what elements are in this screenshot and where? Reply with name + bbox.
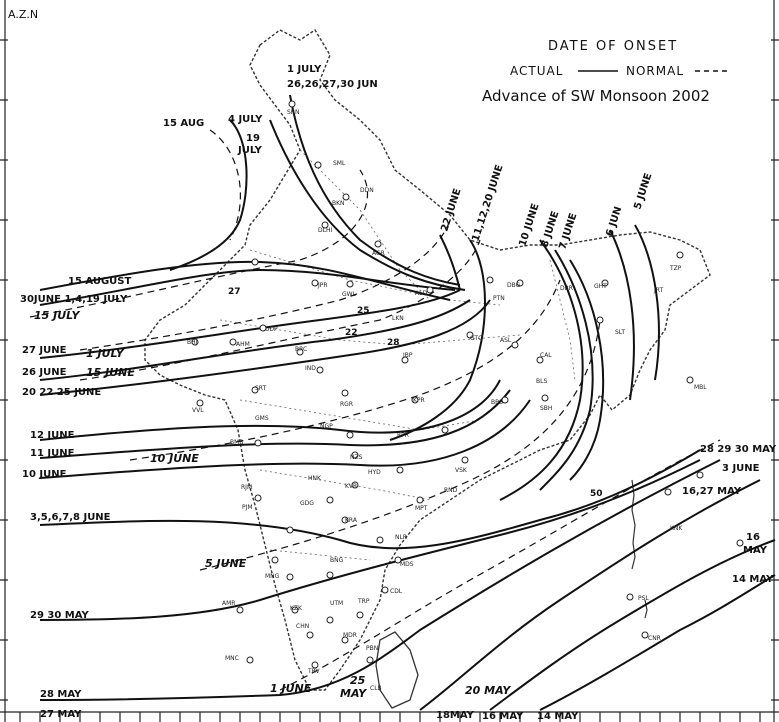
station-codes [187,109,707,692]
legend-normal-label: NORMAL [626,64,685,78]
onset-label: 50 [590,489,603,499]
station-code: CNR [648,635,661,642]
onset-label: MAY [743,545,767,556]
station-code: GDG [300,500,314,507]
station-code: JRT [654,287,664,294]
map-subtitle: Advance of SW Monsoon 2002 [482,87,710,105]
station-code: CLB [370,685,382,692]
station-code: PSL [638,595,649,602]
station-code: UDP [265,326,278,333]
station-code: KZK [290,605,302,612]
station-code: SRT [255,385,267,392]
station-code: MNC [225,655,239,662]
station-code: KNK [670,525,683,532]
onset-label: 15 JUNE [86,366,135,379]
station-code: BBS [491,399,503,406]
onset-label: 16 [746,532,760,543]
onset-label: 22 JUNE [439,187,464,233]
onset-label: 10 JUNE [22,469,67,480]
station-code: UTM [330,600,344,607]
station-code: NGP [320,423,333,430]
onset-label: 22 [345,328,358,338]
onset-label: 16,27 MAY [682,486,742,497]
onset-label: 15 AUG [163,118,205,129]
onset-label: 28 MAY [40,689,82,700]
legend [482,39,730,105]
station-code: PBN [366,645,379,652]
station-code: CAL [540,352,552,359]
onset-label: 5 JUNE [205,557,247,570]
station-code: KVR [345,483,358,490]
station-code: GHT [594,283,607,290]
station-code: DDN [360,187,374,194]
onset-label: 25 [350,674,366,687]
state-boundaries [220,150,575,560]
station-code: SRN [287,109,300,116]
onset-label: 28 [387,338,400,348]
corner-tag: A.Z.N [8,8,39,21]
station-code: HYD [368,469,381,476]
legend-heading: DATE OF ONSET [548,39,679,54]
station-code: SLT [615,329,625,336]
station-code: RND [444,487,458,494]
station-code: TRP [358,598,370,605]
legend-actual-label: ACTUAL [510,64,564,78]
onset-label: JULY [238,145,262,156]
onset-label: 29 30 MAY [30,610,89,621]
india-outline [145,30,710,690]
station-code: DBR [560,285,573,292]
onset-label: 20 22 25 JUNE [22,387,102,398]
onset-label: 1 JULY [287,64,322,75]
station-code: MDS [400,561,414,568]
onset-label: 16 MAY [482,711,524,722]
station-code: NZS [350,454,363,461]
station-code: SBH [540,405,553,412]
onset-label: 26 JUNE [22,367,67,378]
onset-labels [20,64,777,722]
onset-label: 1 JUNE [270,682,312,695]
station-code: BLS [536,378,548,385]
station-code: BHJ [187,339,198,346]
onset-label: 10 JUNE [150,452,199,465]
onset-label: MAY [340,687,367,700]
sri-lanka-outline [376,632,418,708]
onset-label: 18MAY [436,710,474,721]
onset-label: 20 MAY [465,684,511,697]
onset-label: 26,26,27,30 JUN [287,79,378,90]
station-code: MDR [343,632,357,639]
station-code: KRA [345,517,357,524]
station-code: NLR [395,534,407,541]
station-code: AGR [372,250,385,257]
station-code: DLHI [318,227,333,234]
onset-label: 19 [246,133,260,144]
station-code: SML [333,160,346,167]
onset-label: 27 MAY [40,709,82,720]
station-code: JBP [403,352,413,359]
station-code: CDL [390,588,403,595]
onset-label: 1 JULY [86,347,124,360]
station-code: ALD [415,290,428,297]
station-code: AHM [236,341,250,348]
station-code: ASL [500,337,512,344]
onset-label: 28 29 30 MAY [700,444,777,455]
station-code: DBG [507,282,521,289]
onset-label: 7 JUNE [557,211,580,251]
station-code: VSK [455,467,467,474]
onset-label: 15 AUGUST [68,276,132,287]
onset-label: 27 JUNE [22,345,67,356]
station-code: MBL [694,384,707,391]
onset-label: 8 JUNE [539,209,562,249]
station-code: BKN [332,200,345,207]
station-code: BRC [295,346,308,353]
station-code: AMR [222,600,236,607]
station-code: MNG [265,573,280,580]
onset-label: 25 [357,306,370,316]
actual-onset-lines [40,95,775,710]
onset-label: 14 MAY [537,711,579,722]
station-code: KPR [413,397,425,404]
onset-label: 11 JUNE [30,448,75,459]
onset-label: 6 JUN [604,205,625,238]
station-code: VVL [192,407,204,414]
station-code: TZP [670,265,682,272]
onset-label: 3 JUNE [722,463,760,474]
onset-label: 4 JULY [228,114,263,125]
onset-label: 14 MAY [732,574,774,585]
station-code: CHN [296,623,310,630]
onset-label: 10 JUNE [517,202,542,248]
station-code: LKN [392,315,404,322]
station-code: BNG [330,557,344,564]
onset-label: 15 JULY [34,309,80,322]
station-code: GTO [470,335,483,342]
station-code: IND [305,365,316,372]
onset-label: 11,12,20 JUNE [470,163,506,243]
station-code: MPT [415,505,428,512]
station-code: GWL [342,291,356,298]
station-code: PTN [493,295,505,302]
station-code: RPR [397,432,409,439]
station-code: JPR [318,282,328,289]
onset-label: 5 JUNE [632,171,655,211]
onset-label: 3,5,6,7,8 JUNE [30,512,111,523]
station-code: GMS [255,415,269,422]
station-code: PJM [242,504,253,511]
station-code: BMB [230,439,244,446]
station-code: HNK [308,475,321,482]
onset-label: 27 [228,287,241,297]
station-code: RGR [340,401,353,408]
onset-label: 30JUNE 1,4,19 JULY [20,294,128,305]
station-code: RJM [241,484,253,491]
station-code: TRV [308,668,320,675]
onset-label: 12 JUNE [30,430,75,441]
